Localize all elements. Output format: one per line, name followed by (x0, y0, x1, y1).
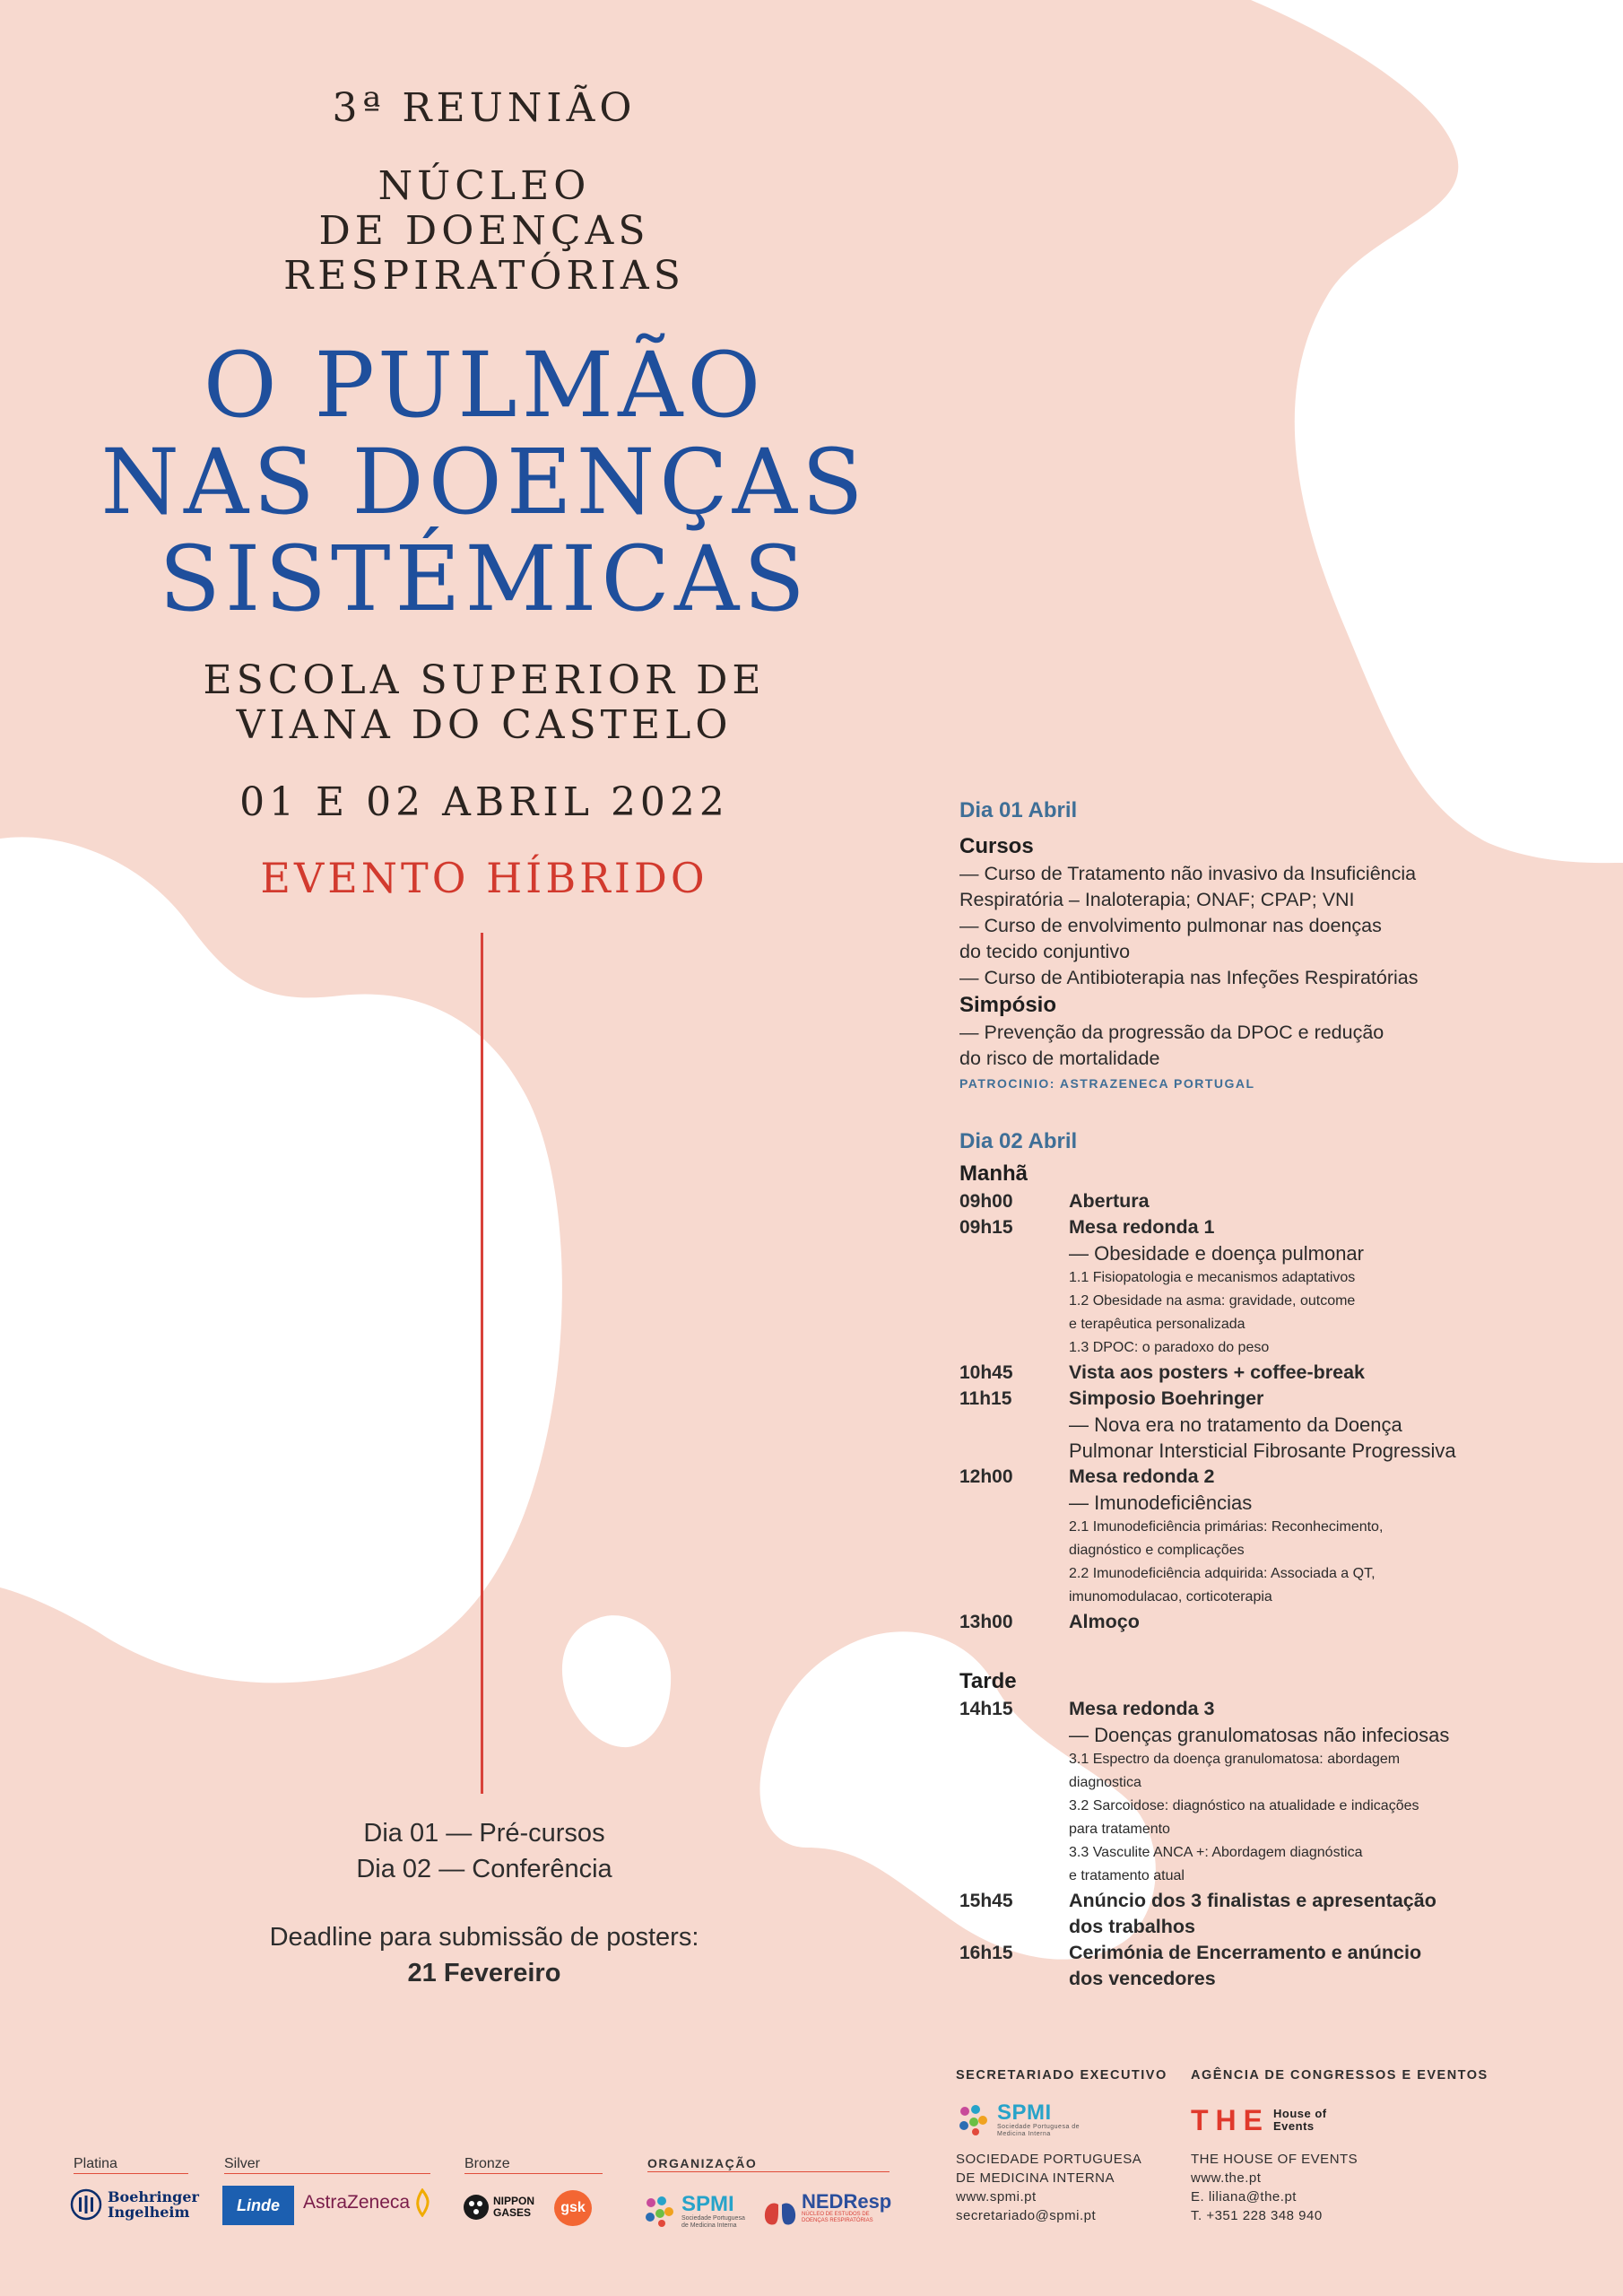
nedresp-sub: NÚCLEO DE ESTUDOS DE DOENÇAS RESPIRATÓRIAS (802, 2212, 873, 2223)
group-name (81, 164, 888, 299)
symposium-line: — Prevenção da progressão da DPOC e redução (959, 1022, 1384, 1043)
schedule-row (959, 1609, 1605, 1635)
nedresp-logo (762, 2188, 891, 2228)
schedule-content (1069, 1214, 1605, 1360)
schedule-detail: 2.2 Imunodeficiência adquirida: Associada a QT, (1069, 1566, 1376, 1581)
schedule-title: Simposio Boehringer (1069, 1387, 1264, 1409)
event-info (81, 1815, 888, 1991)
tier-org-label: ORGANIZAÇÃO (647, 2156, 890, 2172)
schedule-title: Almoço (1069, 1611, 1140, 1632)
spmi-org-sub: Sociedade Portuguesa de Medicina Interna (681, 2215, 745, 2229)
schedule-time: 10h45 (959, 1362, 1013, 1383)
spmi-org-logo (642, 2194, 753, 2230)
deadline-label: Deadline para submissão de posters: (269, 1923, 699, 1952)
lungs-icon (762, 2188, 798, 2228)
schedule-title: Vista aos posters + coffee-break (1069, 1361, 1366, 1383)
agency-phone[interactable]: T. +351 228 348 940 (1191, 2208, 1323, 2223)
schedule-row (959, 1696, 1605, 1888)
linde-text: Linde (237, 2196, 280, 2214)
schedule-subtitle: — Doenças granulomatosas não infeciosas (1069, 1724, 1450, 1746)
astrazeneca-logo (303, 2188, 435, 2217)
divider-line (481, 933, 483, 1794)
schedule-content (1069, 1888, 1605, 1940)
spmi-logo-small (956, 2100, 1180, 2141)
course-line: — Curso de Antibioterapia nas Infeções Respiratórias (959, 967, 1419, 988)
schedule-content (1069, 1360, 1605, 1386)
schedule-time: 09h00 (959, 1191, 1013, 1212)
schedule-content (1069, 1188, 1605, 1214)
secretariat-email[interactable]: secretariado@spmi.pt (956, 2208, 1097, 2223)
schedule-detail: 3.1 Espectro da doença granulomatosa: abordagem (1069, 1752, 1401, 1767)
deadline-date: 21 Fevereiro (407, 1959, 561, 1987)
schedule-row (959, 1188, 1605, 1214)
linde-logo (222, 2186, 294, 2225)
schedule-title: dos vencedores (1069, 1968, 1216, 1989)
event-dates: 01 E 02 ABRIL 2022 (239, 779, 729, 825)
schedule-time: 13h00 (959, 1612, 1013, 1632)
nedresp-text: NEDResp (802, 2190, 892, 2213)
tier-organizacao (647, 2156, 890, 2172)
schedule-detail: 1.3 DPOC: o paradoxo do peso (1069, 1340, 1270, 1355)
schedule-row (959, 1940, 1605, 1992)
agency-email[interactable]: E. liliana@the.pt (1191, 2189, 1297, 2205)
tier-platina (74, 2156, 188, 2174)
secretariat-heading: SECRETARIADO EXECUTIVO (956, 2068, 1167, 2083)
schedule-detail: 3.2 Sarcoidose: diagnóstico na atualidade e indicações (1069, 1798, 1419, 1813)
schedule-time: 09h15 (959, 1217, 1013, 1238)
edition: 3ª REUNIÃO (332, 85, 637, 131)
agency-website[interactable]: www.the.pt (1191, 2170, 1262, 2186)
course-line: — Curso de envolvimento pulmonar nas doenças (959, 915, 1382, 936)
astrazeneca-text: AstraZeneca (303, 2192, 411, 2213)
schedule-row (959, 1360, 1605, 1386)
spmi-logo-sub: Sociedade Portuguesa de Medicina Interna (997, 2124, 1081, 2137)
tier-silver-label: Silver (224, 2156, 430, 2174)
secretariat-website[interactable]: www.spmi.pt (956, 2189, 1037, 2205)
the-logo-text: THE (1191, 2103, 1270, 2136)
nippon-text: NIPPON GASES (493, 2195, 535, 2219)
schedule-detail: 1.1 Fisiopatologia e mecanismos adaptativos (1069, 1270, 1356, 1285)
spmi-org-mark-icon (642, 2194, 678, 2230)
schedule-row (959, 1386, 1605, 1464)
nippon-gases-logo (463, 2194, 547, 2221)
schedule-title: Anúncio dos 3 finalistas e apresentação (1069, 1890, 1436, 1911)
schedule-subtitle: — Imunodeficiências (1069, 1492, 1253, 1514)
schedule-title: Mesa redonda 1 (1069, 1216, 1215, 1238)
schedule-time: 15h45 (959, 1891, 1013, 1911)
schedule-detail: e terapêutica personalizada (1069, 1317, 1245, 1332)
venue-line: ESCOLA SUPERIOR DE (203, 657, 766, 703)
schedule-content (1069, 1609, 1605, 1635)
group-line: DE DOENÇAS (318, 208, 650, 254)
gsk-logo (554, 2190, 592, 2226)
afternoon-schedule (959, 1696, 1605, 1992)
schedule-detail: diagnostica (1069, 1775, 1141, 1790)
tier-silver (224, 2156, 430, 2174)
nippon-mark-icon (463, 2194, 490, 2221)
title-line: NAS DOENÇAS (100, 430, 868, 535)
boehringer-mark-icon (70, 2188, 102, 2221)
schedule-title: dos trabalhos (1069, 1916, 1195, 1937)
schedule-detail: imunomodulacao, corticoterapia (1069, 1589, 1272, 1605)
schedule-content (1069, 1386, 1605, 1464)
schedule-detail: 2.1 Imunodeficiência primárias: Reconhecimento, (1069, 1519, 1384, 1535)
schedule-content (1069, 1464, 1605, 1609)
boehringer-text: Boehringer Ingelheim (108, 2188, 199, 2221)
day2-heading: Dia 02 Abril (959, 1129, 1078, 1153)
schedule-detail: diagnóstico e complicações (1069, 1543, 1245, 1558)
afternoon-heading: Tarde (959, 1669, 1017, 1693)
title-line: O PULMÃO (203, 333, 766, 438)
schedule-subtitle: — Obesidade e doença pulmonar (1069, 1242, 1364, 1265)
schedule-title: Abertura (1069, 1190, 1150, 1212)
schedule-detail: 3.3 Vasculite ANCA +: Abordagem diagnóstica (1069, 1845, 1363, 1860)
programme (959, 796, 1605, 1992)
event-title (81, 333, 888, 631)
morning-heading: Manhã (959, 1161, 1028, 1186)
boehringer-logo (70, 2188, 199, 2221)
day1-info: Dia 01 — Pré-cursos (363, 1819, 605, 1848)
schedule-subtitle: Pulmonar Intersticial Fibrosante Progressiva (1069, 1439, 1456, 1462)
secretariat-line: SOCIEDADE PORTUGUESA (956, 2152, 1142, 2167)
group-line: NÚCLEO (378, 163, 591, 209)
schedule-detail: 1.2 Obesidade na asma: gravidade, outcome (1069, 1293, 1356, 1309)
schedule-content (1069, 1940, 1605, 1992)
symposium-line: do risco de mortalidade (959, 1048, 1160, 1069)
agency-line: THE HOUSE OF EVENTS (1191, 2152, 1358, 2167)
schedule-time: 12h00 (959, 1466, 1013, 1487)
schedule-detail: e tratamento atual (1069, 1868, 1185, 1883)
course-line: do tecido conjuntivo (959, 941, 1131, 962)
agency-block (1191, 2066, 1496, 2225)
venue-line: VIANA DO CASTELO (236, 702, 733, 748)
venue (81, 658, 888, 748)
schedule-title: Cerimónia de Encerramento e anúncio (1069, 1942, 1422, 1963)
sponsor-note: PATROCINIO: ASTRAZENECA PORTUGAL (959, 1076, 1255, 1091)
schedule-time: 14h15 (959, 1699, 1013, 1719)
schedule-row (959, 1888, 1605, 1940)
course-line: Respiratória – Inaloterapia; ONAF; CPAP; VNI (959, 889, 1355, 910)
spmi-logo-text: SPMI (997, 2100, 1052, 2125)
event-format: EVENTO HÍBRIDO (260, 854, 708, 902)
agency-heading: AGÊNCIA DE CONGRESSOS E EVENTOS (1191, 2068, 1488, 2083)
gsk-text: gsk (560, 2200, 586, 2215)
spmi-mark-icon (956, 2102, 992, 2138)
tier-bronze (464, 2156, 603, 2174)
the-logo (1191, 2100, 1496, 2141)
schedule-row (959, 1464, 1605, 1609)
course-line: — Curso de Tratamento não invasivo da Insuficiência (959, 863, 1417, 884)
courses-heading: Cursos (959, 834, 1034, 858)
schedule-row (959, 1214, 1605, 1360)
symposium-heading: Simpósio (959, 993, 1057, 1017)
secretariat-line: DE MEDICINA INTERNA (956, 2170, 1115, 2186)
day2-info: Dia 02 — Conferência (356, 1855, 612, 1883)
morning-schedule (959, 1188, 1605, 1635)
astrazeneca-mark-icon (410, 2188, 435, 2217)
group-line: RESPIRATÓRIAS (283, 253, 685, 299)
schedule-subtitle: — Nova era no tratamento da Doença (1069, 1413, 1402, 1436)
day1-heading: Dia 01 Abril (959, 798, 1078, 822)
the-logo-sub: House of Events (1273, 2107, 1327, 2133)
title-line: SISTÉMICAS (159, 526, 810, 631)
tier-bronze-label: Bronze (464, 2156, 603, 2174)
tier-platina-label: Platina (74, 2156, 188, 2174)
schedule-title: Mesa redonda 3 (1069, 1698, 1215, 1719)
spmi-org-text: SPMI (681, 2192, 734, 2216)
schedule-time: 11h15 (959, 1388, 1012, 1409)
secretariat-block (956, 2066, 1180, 2225)
schedule-detail: para tratamento (1069, 1822, 1170, 1837)
schedule-time: 16h15 (959, 1943, 1013, 1963)
schedule-content (1069, 1696, 1605, 1888)
schedule-title: Mesa redonda 2 (1069, 1465, 1215, 1487)
